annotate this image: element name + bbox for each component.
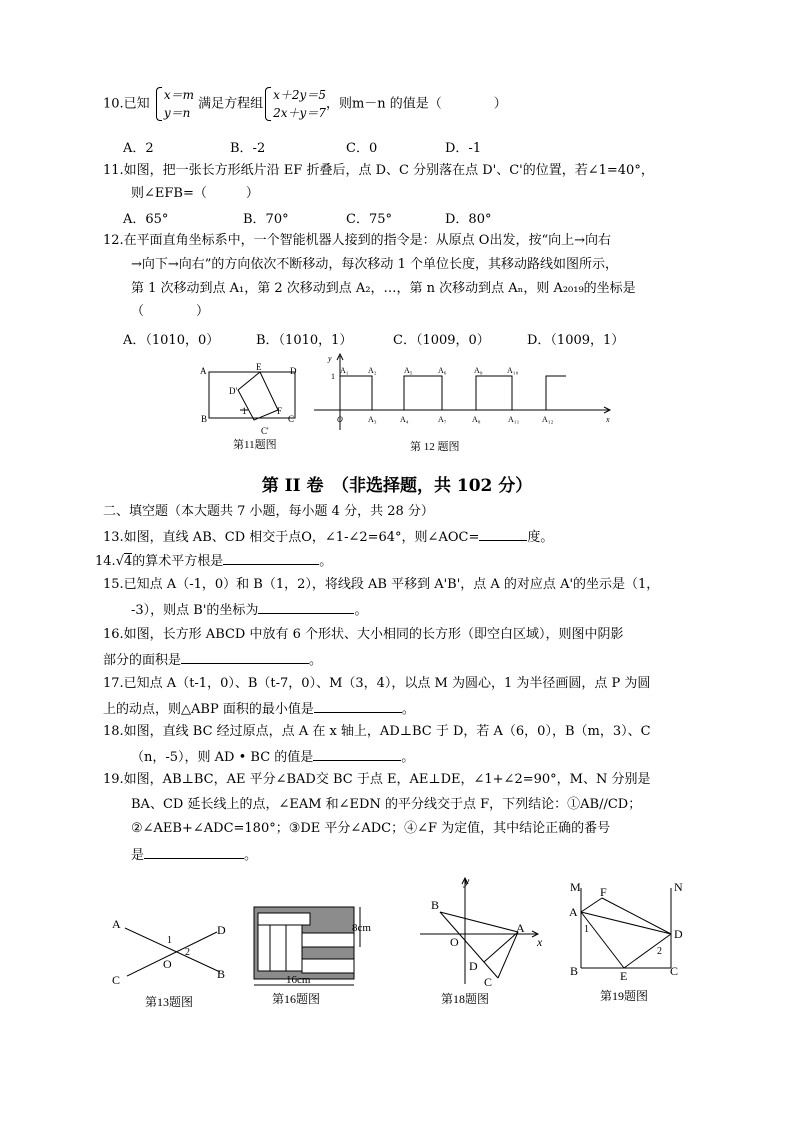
q10-option-b[interactable]: B．-2 — [230, 141, 266, 156]
fig19-segment-ed — [624, 934, 671, 968]
q19-answer-blank[interactable] — [144, 845, 244, 859]
fig12-label-a6: A₆ — [438, 366, 447, 375]
fig12-label-o: O — [337, 415, 343, 424]
q14-prefix: 14. — [95, 554, 116, 569]
q19-line3: ②∠AEB+∠ADC=180°；③DE 平分∠ADC；④∠F 为定值，其中结论正确的番号 — [131, 821, 611, 836]
fig16-small-rect-6 — [302, 959, 354, 973]
fig11-label-b: B — [201, 414, 208, 424]
q18-line2-wrap — [131, 747, 414, 767]
fig13-label-a: A — [112, 917, 121, 931]
q16-line2: 部分的面积是 — [103, 653, 182, 668]
fig19-label-c: C — [670, 964, 679, 978]
fig11-fold-ef — [260, 372, 278, 410]
q14 — [95, 551, 332, 571]
q10-stem — [103, 86, 507, 122]
q15-suffix: 。 — [354, 603, 368, 618]
fig13-line-ab — [125, 928, 220, 972]
fig11-label-f: F — [277, 406, 283, 416]
q12-option-c[interactable]: C．（1009，0） — [393, 333, 490, 348]
q17-line2: 上的动点，则△ABP 面积的最小值是 — [103, 702, 314, 717]
fig12-label-a8: A₈ — [472, 415, 481, 424]
fig18-label-y: y — [464, 874, 470, 888]
fig13-line-cd — [127, 932, 217, 976]
q12-option-d[interactable]: D．（1009，1） — [527, 333, 625, 348]
fig16-small-rect-5 — [302, 933, 354, 947]
fig18-segment-ac — [498, 932, 518, 978]
q10-suffix: ，则m－n 的值是（ ） — [325, 96, 507, 112]
q10-system-2 — [263, 86, 326, 122]
q19-line1: 19.如图，AB⊥BC，AE 平分∠BAD交 BC 于点 E，AE⊥DE，∠1+∠2=90°，M、N 分别是 — [103, 772, 651, 787]
q17-answer-blank[interactable] — [314, 699, 402, 713]
fig19-segment-af — [581, 898, 602, 912]
q17-line2-wrap — [103, 699, 415, 719]
fig18-segment-ad — [484, 932, 518, 962]
q12-option-b[interactable]: B．（1010，1） — [256, 333, 353, 348]
fig19-segment-fd — [602, 898, 671, 934]
fig16-small-rect-3 — [270, 925, 286, 971]
fig13-diagram — [105, 910, 240, 1015]
fig18-diagram — [418, 874, 558, 1009]
q14-sqrt-symbol: √ — [115, 554, 124, 569]
q14-radicand: 4 — [123, 554, 133, 569]
section-title: 第 II 卷 （非选择题，共 102 分） — [261, 476, 533, 496]
fig19-diagram — [562, 874, 697, 1009]
q17-line1: 17.已知点 A（t-1，0）、B（t-7，0）、M（3，4），以点 M 为圆心，1 为半径画圆，点 P 为圆 — [103, 676, 651, 691]
fig13-label-2: 2 — [185, 947, 190, 958]
q15-answer-blank[interactable] — [258, 600, 354, 614]
fig19-label-a: A — [569, 905, 578, 919]
q15-line2-wrap — [131, 600, 367, 620]
fig12-label-a5: A₅ — [404, 366, 413, 375]
fig18-label-c: C — [484, 975, 493, 989]
q19-line2: BA、CD 延长线上的点，∠EAM 和∠EDN 的平分线交于点 F，下列结论：①AB//CD； — [131, 797, 642, 812]
fig12-caption: 第 12 题图 — [410, 441, 460, 453]
fig12-label-a2: A₂ — [368, 366, 377, 375]
q10-sys2-eq2: 2x＋y＝7 — [273, 106, 326, 120]
q10-system-1 — [154, 86, 194, 122]
q16-line1: 16.如图，长方形 ABCD 中放有 6 个形状、大小相同的长方形（即空白区域），则图中阴影 — [103, 627, 624, 642]
fig16-width-label: 16cm — [286, 974, 311, 986]
q12-option-a[interactable]: A．（1010，0） — [123, 333, 220, 348]
fig19-segment-ae — [581, 912, 624, 968]
fig11-label-cprime: C' — [261, 426, 269, 436]
fig11-diagram — [198, 360, 308, 455]
fig12-robot-path — [340, 376, 566, 410]
fig18-label-b: B — [431, 898, 440, 912]
fig18-label-o: O — [450, 935, 459, 949]
fig12-label-x: x — [606, 415, 610, 424]
q18-answer-blank[interactable] — [313, 747, 401, 761]
fig19-caption: 第19题图 — [600, 989, 649, 1003]
fig13-caption: 第13题图 — [145, 995, 194, 1009]
q13-answer-blank[interactable] — [479, 527, 527, 541]
q18-suffix: 。 — [401, 750, 415, 765]
q16-line2-wrap — [103, 650, 322, 670]
q10-option-d[interactable]: D．-1 — [445, 141, 482, 156]
fig19-label-b: B — [570, 964, 579, 978]
q13-suffix: 度。 — [527, 530, 554, 545]
fig12-diagram — [310, 352, 620, 457]
fig19-label-m: M — [570, 880, 581, 894]
fig12-label-a7: A₇ — [438, 415, 447, 424]
fig11-label-a: A — [200, 366, 207, 376]
q14-suffix: 。 — [319, 554, 333, 569]
q10-sys1-eq1: x＝m — [163, 88, 194, 102]
fig19-label-d: D — [674, 927, 683, 941]
q10-mid: 满足方程组 — [198, 96, 264, 112]
fig19-label-e: E — [620, 969, 628, 983]
q19-line4: 是 — [131, 848, 145, 863]
q10-option-a[interactable]: A．2 — [123, 141, 154, 156]
fig18-label-a: A — [516, 921, 525, 935]
q11-option-c[interactable]: C．75° — [346, 212, 392, 227]
fig13-label-b: B — [217, 967, 226, 981]
fig19-segment-ad — [581, 912, 671, 934]
fig16-height-label: 8cm — [352, 922, 371, 934]
fig16-diagram — [248, 903, 388, 1013]
fig13-label-d: D — [217, 923, 226, 937]
fig18-label-d: D — [469, 959, 478, 973]
fig16-small-rect-2 — [258, 925, 270, 971]
q18-line1: 18.如图，直线 BC 经过原点，点 A 在 x 轴上，AD⊥BC 于 D，若 A（6，0），B（m，3）、C — [103, 724, 651, 739]
q10-option-c[interactable]: C．0 — [346, 141, 378, 156]
fig12-label-a10: A₁₀ — [507, 366, 519, 375]
fig11-label-e: E — [256, 362, 262, 372]
fig11-label-dprime: D' — [229, 386, 238, 396]
q17-suffix: 。 — [401, 702, 415, 717]
fig13-label-c: C — [112, 973, 121, 987]
q19-line4-wrap — [131, 845, 257, 865]
q14-answer-blank[interactable] — [223, 551, 319, 565]
q15-line1: 15.已知点 A（-1，0）和 B（1，2），将线段 AB 平移到 A'B'，点 A 的对应点 A'的坐示是（1， — [103, 577, 660, 592]
fig16-small-rect-4 — [286, 925, 302, 971]
fig12-label-a4: A₄ — [400, 415, 409, 424]
q11-line2: 则∠EFB=（ ） — [131, 186, 259, 201]
fig19-label-2: 2 — [657, 946, 662, 957]
q14-text: 的算术平方根是 — [132, 554, 224, 569]
q19-suffix: 。 — [244, 848, 258, 863]
part2-header: 二、填空题（本大题共 7 小题，每小题 4 分，共 28 分） — [103, 504, 434, 519]
fig11-label-1: 1 — [242, 406, 247, 416]
q12-line4: （ ） — [131, 304, 210, 319]
fig13-label-1: 1 — [167, 935, 172, 946]
q18-line2: （n，-5），则 AD • BC 的值是 — [131, 750, 314, 765]
fig18-caption: 第18题图 — [441, 992, 490, 1006]
q16-suffix: 。 — [309, 653, 323, 668]
q11-line1: 11.如图，把一张长方形纸片沿 EF 折叠后，点 D、C 分别落在点 D'、C'的位置，若∠1=40°， — [103, 163, 654, 178]
fig13-label-o: O — [163, 957, 172, 971]
fig12-label-a12: A₁₂ — [542, 415, 554, 424]
q10-prefix: 10.已知 — [103, 96, 150, 112]
q12-line1: 12.在平面直角坐标系中，一个智能机器人接到的指令是：从原点 O出发，按“向上→向右 — [103, 233, 612, 248]
q16-answer-blank[interactable] — [181, 650, 309, 664]
q12-line3: 第 1 次移动到点 A₁，第 2 次移动到点 A₂，…，第 n 次移动到点 Aₙ，则 A₂₀₁₉的坐标是 — [131, 281, 636, 296]
fig11-label-c: C — [288, 414, 295, 424]
fig12-label-a3: A₃ — [368, 415, 377, 424]
fig16-caption: 第16题图 — [272, 992, 321, 1006]
q11-option-d[interactable]: D．80° — [445, 212, 492, 227]
fig12-label-a11: A₁₁ — [508, 415, 520, 424]
fig16-small-rect-1 — [258, 913, 310, 925]
fig18-label-x: x — [537, 935, 543, 949]
fig19-label-n: N — [674, 880, 683, 894]
fig19-label-f: F — [600, 885, 607, 899]
q11-option-a[interactable]: A．65° — [123, 212, 169, 227]
q12-line2: →向下→向右”的方向依次不断移动，每次移动 1 个单位长度，其移动路线如图所示， — [131, 257, 618, 272]
fig11-caption: 第11题图 — [233, 439, 277, 451]
q13-text: 13.如图，直线 AB、CD 相交于点O，∠1-∠2=64°，则∠AOC= — [103, 530, 480, 545]
fig19-label-1: 1 — [584, 924, 589, 935]
q11-option-b[interactable]: B．70° — [243, 212, 289, 227]
q10-sys1-eq2: y＝n — [163, 106, 191, 120]
q13 — [103, 527, 553, 547]
q15-line2: -3），则点 B'的坐标为 — [131, 603, 259, 618]
q10-sys2-eq1: x＋2y＝5 — [273, 88, 326, 102]
fig11-label-d: D — [290, 366, 297, 376]
fig12-label-1: 1 — [331, 372, 335, 381]
fig12-label-y: y — [328, 354, 332, 363]
fig12-label-a9: A₉ — [474, 366, 483, 375]
fig18-segment-ab — [440, 912, 518, 932]
fig12-label-a1: A₁ — [340, 366, 349, 375]
